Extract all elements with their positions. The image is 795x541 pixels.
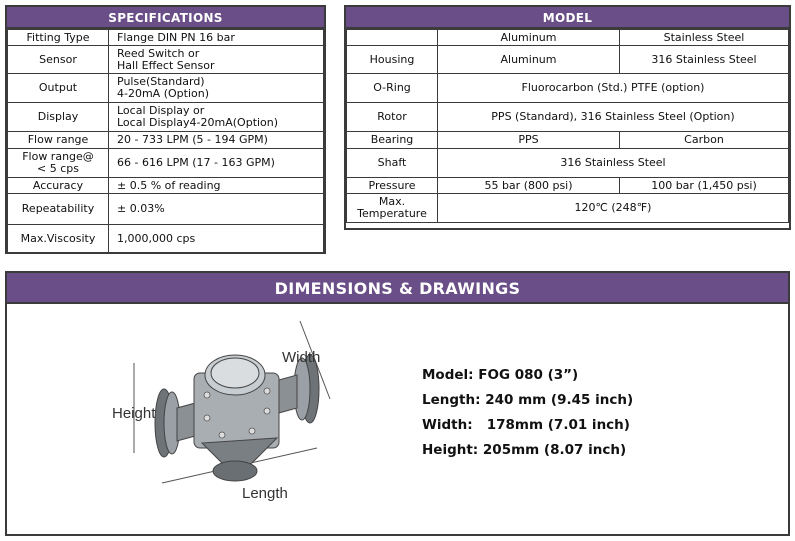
model-value: Aluminum xyxy=(438,46,620,74)
table-row xyxy=(347,149,789,178)
model-value: Carbon xyxy=(620,132,789,149)
table-row xyxy=(8,149,324,178)
model-value: 316 Stainless Steel xyxy=(438,149,789,178)
table-row xyxy=(347,30,789,46)
spec-value: ± 0.03% xyxy=(109,194,324,225)
model-label: Pressure xyxy=(347,178,438,194)
model-label: Max. Temperature xyxy=(347,194,438,223)
model-label: Rotor xyxy=(347,103,438,132)
model-value: 120℃ (248℉) xyxy=(438,194,789,223)
specifications-panel xyxy=(5,5,326,254)
spec-label: Display xyxy=(8,103,109,132)
spec-value: Reed Switch or Hall Effect Sensor xyxy=(109,46,324,74)
spec-value: 1,000,000 cps xyxy=(109,225,324,253)
table-row xyxy=(8,30,324,46)
table-row xyxy=(347,46,789,74)
table-row xyxy=(8,225,324,253)
width-label: Width xyxy=(282,349,321,366)
spec-value: Flange DIN PN 16 bar xyxy=(109,30,324,46)
model-value: 100 bar (1,450 psi) xyxy=(620,178,789,194)
model-blank-cell xyxy=(347,30,438,46)
flowmeter-drawing xyxy=(102,313,362,518)
table-row xyxy=(347,178,789,194)
dimensions-panel xyxy=(5,271,790,536)
model-label: Housing xyxy=(347,46,438,74)
model-spec: Model: FOG 080 (3”) xyxy=(422,367,579,383)
spec-value: 66 - 616 LPM (17 - 163 GPM) xyxy=(109,149,324,178)
spec-label: Output xyxy=(8,74,109,103)
table-row xyxy=(347,194,789,223)
model-label: Shaft xyxy=(347,149,438,178)
model-label: O-Ring xyxy=(347,74,438,103)
spec-label: Flow range xyxy=(8,132,109,149)
table-row xyxy=(8,46,324,74)
spec-label: Max.Viscosity xyxy=(8,225,109,253)
spec-label: Flow range@ < 5 cps xyxy=(8,149,109,178)
model-value: 55 bar (800 psi) xyxy=(438,178,620,194)
model-value: PPS (Standard), 316 Stainless Steel (Option) xyxy=(438,103,789,132)
spec-label: Fitting Type xyxy=(8,30,109,46)
model-value: PPS xyxy=(438,132,620,149)
model-value: 316 Stainless Steel xyxy=(620,46,789,74)
spec-value: Pulse(Standard) 4-20mA (Option) xyxy=(109,74,324,103)
dimensions-title: DIMENSIONS & DRAWINGS xyxy=(7,273,788,304)
spec-value: Local Display or Local Display4-20mA(Option) xyxy=(109,103,324,132)
model-value: Fluorocarbon (Std.) PTFE (option) xyxy=(438,74,789,103)
table-row xyxy=(347,103,789,132)
table-row xyxy=(8,103,324,132)
spec-value: 20 - 733 LPM (5 - 194 GPM) xyxy=(109,132,324,149)
spec-label: Sensor xyxy=(8,46,109,74)
length-label: Length xyxy=(242,485,288,502)
specifications-table xyxy=(7,29,324,253)
spec-label: Repeatability xyxy=(8,194,109,225)
model-title: MODEL xyxy=(346,7,789,29)
model-label: Bearing xyxy=(347,132,438,149)
length-spec: Length: 240 mm (9.45 inch) xyxy=(422,392,634,408)
table-row xyxy=(347,132,789,149)
width-spec: Width: 178mm (7.01 inch) xyxy=(422,417,630,433)
model-col-stainless: Stainless Steel xyxy=(620,30,789,46)
model-table xyxy=(346,29,789,223)
model-col-aluminum: Aluminum xyxy=(438,30,620,46)
table-row xyxy=(8,74,324,103)
table-row xyxy=(8,178,324,194)
spec-label: Accuracy xyxy=(8,178,109,194)
height-label: Height xyxy=(112,405,156,422)
table-row xyxy=(8,132,324,149)
table-row xyxy=(8,194,324,225)
model-panel xyxy=(344,5,791,230)
specifications-title: SPECIFICATIONS xyxy=(7,7,324,29)
height-spec: Height: 205mm (8.07 inch) xyxy=(422,442,627,458)
table-row xyxy=(347,74,789,103)
dimension-specs xyxy=(422,363,633,463)
spec-value: ± 0.5 % of reading xyxy=(109,178,324,194)
